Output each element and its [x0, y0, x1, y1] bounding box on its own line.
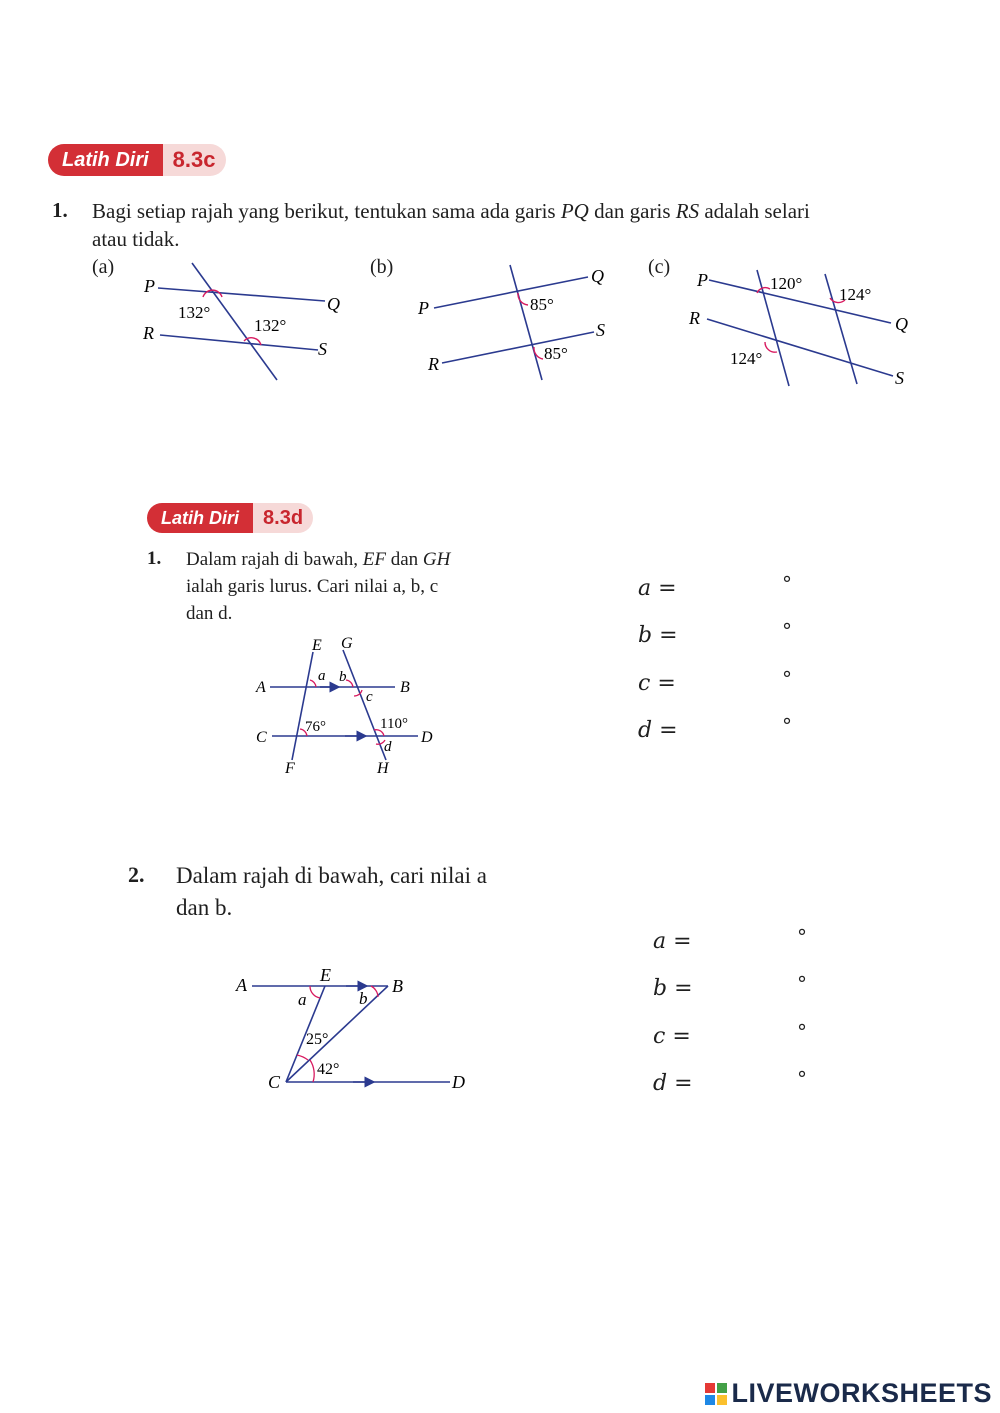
point-r: R	[143, 323, 154, 343]
degree-symbol: °	[797, 972, 807, 996]
line-gh	[343, 650, 386, 760]
badge-code: 8.3d	[253, 503, 313, 533]
answer-row	[638, 619, 838, 648]
point-g: G	[341, 635, 353, 652]
answer-label: c =	[638, 671, 676, 696]
question-number: 2.	[128, 862, 145, 887]
section-badge-8-3c	[48, 144, 226, 176]
answer-row	[653, 925, 853, 954]
diagram-label-b: (b)	[370, 256, 394, 278]
diagram-label-c: (c)	[648, 256, 671, 278]
point-s: S	[596, 320, 605, 340]
section-badge-8-3d	[147, 503, 313, 533]
angle-b: b	[359, 989, 368, 1008]
point-r: R	[689, 308, 700, 328]
liveworksheets-watermark	[705, 1378, 992, 1409]
degree-symbol: °	[782, 619, 792, 643]
angle-label: 85°	[544, 344, 568, 363]
degree-symbol: °	[797, 925, 807, 949]
point-f: F	[285, 760, 295, 777]
answer-row	[653, 1067, 853, 1096]
badge-label: Latih Diri	[147, 503, 253, 533]
angle-label: 120°	[770, 274, 803, 293]
answer-row	[638, 714, 838, 743]
diagram-label-a: (a)	[92, 256, 115, 278]
watermark-text: LIVEWORKSHEETS	[731, 1378, 992, 1408]
point-p: P	[697, 270, 708, 290]
diagram-b	[412, 255, 627, 385]
badge-label: Latih Diri	[48, 144, 163, 176]
diagram-q1	[250, 630, 450, 780]
point-q: Q	[895, 314, 908, 334]
angle-label: 132°	[254, 316, 287, 335]
answer-label: c =	[653, 1024, 691, 1049]
angle-label: 132°	[178, 303, 211, 322]
degree-symbol: °	[782, 572, 792, 596]
degree-symbol: °	[797, 1020, 807, 1044]
diagram-c	[685, 262, 925, 397]
point-b: B	[400, 679, 410, 696]
diagram-q2	[228, 960, 488, 1100]
angle-a: a	[298, 990, 307, 1009]
answer-label: b =	[638, 623, 678, 648]
degree-symbol: °	[782, 714, 792, 738]
point-c: C	[256, 729, 267, 746]
transversal	[510, 265, 542, 380]
point-d: D	[421, 729, 433, 746]
answer-row	[653, 972, 853, 1001]
line-pq	[158, 288, 325, 301]
angle-label: 124°	[730, 349, 763, 368]
point-e: E	[312, 637, 322, 654]
question-number: 1.	[52, 198, 68, 222]
point-r: R	[428, 354, 439, 374]
degree-symbol: °	[782, 667, 792, 691]
liveworksheets-logo-icon	[705, 1383, 727, 1405]
point-q: Q	[327, 294, 340, 314]
line-rs	[442, 332, 594, 363]
angle-c: c	[366, 689, 373, 705]
point-d: D	[452, 1072, 465, 1092]
point-p: P	[418, 298, 429, 318]
point-a: A	[256, 679, 266, 696]
line-rs	[160, 335, 318, 350]
line-ef	[292, 652, 313, 760]
angle-110: 110°	[380, 716, 408, 732]
question-text: Dalam rajah di bawah, EF dan GH ialah garis lurus. Cari nilai a, b, c dan d.	[186, 549, 451, 624]
answer-row	[638, 667, 838, 696]
point-s: S	[318, 339, 327, 359]
degree-symbol: °	[797, 1067, 807, 1091]
question-text: Dalam rajah di bawah, cari nilai a dan b.	[176, 863, 487, 920]
point-p: P	[144, 276, 155, 296]
point-q: Q	[591, 266, 604, 286]
angle-42: 42°	[317, 1061, 340, 1078]
point-a: A	[236, 975, 247, 995]
badge-code: 8.3c	[163, 144, 226, 176]
angle-label: 85°	[530, 295, 554, 314]
point-e: E	[320, 965, 331, 985]
answer-row	[638, 572, 838, 601]
angle-b: b	[339, 669, 347, 685]
answer-row	[653, 1020, 853, 1049]
answer-label: d =	[638, 718, 678, 743]
angle-a: a	[318, 668, 326, 684]
point-h: H	[377, 760, 389, 777]
point-s: S	[895, 368, 904, 388]
answer-label: a =	[638, 576, 677, 601]
angle-d: d	[384, 739, 392, 755]
answer-label: d =	[653, 1071, 693, 1096]
question-text: Bagi setiap rajah yang berikut, tentukan sama ada garis PQ dan garis RS adalah selari atau tidak.	[92, 199, 810, 251]
question-number: 1.	[147, 548, 162, 569]
answer-label: b =	[653, 976, 693, 1001]
answer-label: a =	[653, 929, 692, 954]
diagram-a	[130, 255, 360, 390]
angle-76: 76°	[305, 719, 326, 735]
point-b: B	[392, 976, 403, 996]
angle-25: 25°	[306, 1031, 329, 1048]
point-c: C	[268, 1072, 281, 1092]
angle-label: 124°	[839, 285, 872, 304]
line-pq	[434, 277, 588, 308]
